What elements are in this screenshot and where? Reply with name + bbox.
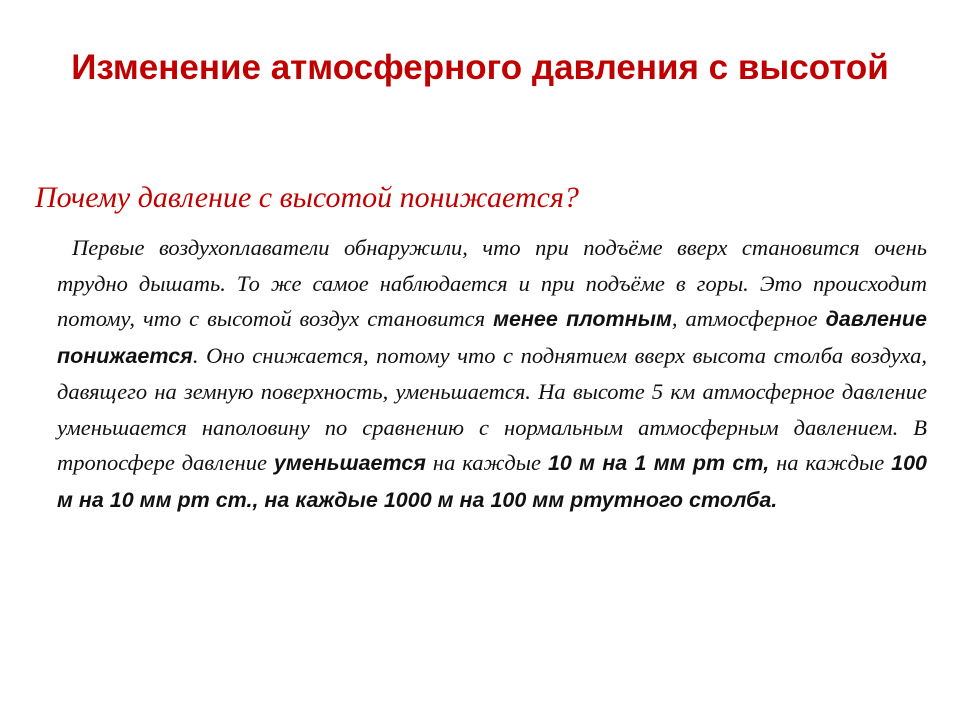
emphasis-run: уменьшается bbox=[273, 451, 426, 475]
slide-subtitle: Почему давление с высотой понижается? bbox=[35, 181, 579, 214]
emphasis-run: 10 м на 1 мм рт ст, bbox=[547, 451, 770, 475]
text-run: , атмосферное bbox=[671, 306, 826, 331]
text-run: на каждые bbox=[769, 450, 892, 475]
text-run: . Оно снижается, потому что с поднятием вверх высота столба воздуха, давящего на земную поверхность, уменьшается. На высоте 5 км атмосферное давление уменьшается наполовину по сравнению с нормальным атмосферным давлением. В тропосфере давление bbox=[57, 342, 927, 475]
slide-title: Изменение атмосферного давления с высотой bbox=[71, 48, 889, 87]
emphasis-run: 100 м на 10 мм рт ст., на каждые 1000 м на 100 мм ртутного столба. bbox=[57, 451, 928, 512]
body-paragraph bbox=[57, 230, 927, 518]
emphasis-run: давление понижается bbox=[57, 307, 927, 368]
text-run: Первые воздухоплаватели обнаружили, что при подъёме вверх становится очень трудно дышать. То же самое наблюдается и при подъёме в горы. Это происходит потому, что с высотой воздух становится bbox=[57, 235, 927, 331]
text-run: на каждые bbox=[425, 450, 548, 475]
emphasis-run: менее плотным bbox=[493, 307, 672, 331]
